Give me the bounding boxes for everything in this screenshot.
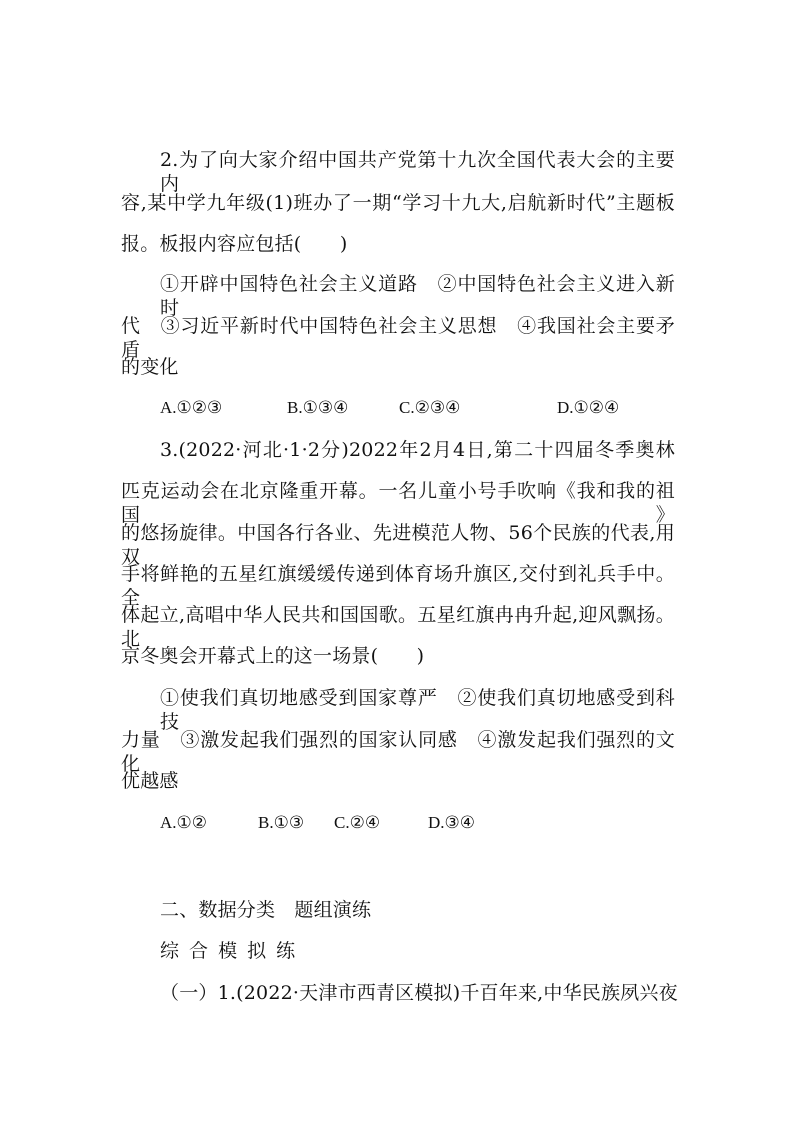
q3-line-7: ①使我们真切地感受到国家尊严 ②使我们真切地感受到科技 xyxy=(160,687,675,733)
q2-option-c: C.②③④ xyxy=(399,398,461,417)
q3-option-d: D.③④ xyxy=(428,813,476,832)
section-subheading: 综 合 模 拟 练 xyxy=(160,940,298,962)
q3-line-5: 体起立,高唱中华人民共和国国歌。五星红旗冉冉升起,迎风飘扬。北 xyxy=(121,604,675,650)
q3-option-a: A.①② xyxy=(160,813,208,832)
q3-line-2: 匹克运动会在北京隆重开幕。一名儿童小号手吹响《我和我的祖国》 xyxy=(121,480,675,526)
q2-line-1: 2.为了向大家介绍中国共产党第十九次全国代表大会的主要内 xyxy=(160,149,675,195)
q3-line-6: 京冬奥会开幕式上的这一场景( ) xyxy=(121,645,425,667)
q2-line-4: ①开辟中国特色社会主义道路 ②中国特色社会主义进入新时 xyxy=(160,273,675,319)
q2-option-a: A.①②③ xyxy=(160,398,223,417)
section-heading: 二、数据分类 题组演练 xyxy=(160,899,372,921)
q1-line-1: （一）1.(2022·天津市西青区模拟)千百年来,中华民族夙兴夜 xyxy=(160,982,678,1004)
q3-line-4: 手将鲜艳的五星红旗缓缓传递到体育场升旗区,交付到礼兵手中。全 xyxy=(121,563,675,609)
q2-line-3: 报。板报内容应包括( ) xyxy=(121,233,348,255)
q2-line-2: 容,某中学九年级(1)班办了一期“学习十九大,启航新时代”主题板 xyxy=(121,192,675,214)
q3-line-1: 3.(2022·河北·1·2分)2022年2月4日,第二十四届冬季奥林 xyxy=(160,439,675,461)
q2-line-5: 代 ③习近平新时代中国特色社会主义思想 ④我国社会主要矛盾 xyxy=(121,315,675,361)
q3-option-b: B.①③ xyxy=(258,813,305,832)
q2-option-b: B.①③④ xyxy=(287,398,349,417)
q3-line-8: 力量 ③激发起我们强烈的国家认同感 ④激发起我们强烈的文化 xyxy=(121,729,675,775)
q3-line-9: 优越感 xyxy=(121,770,179,792)
q2-option-d: D.①②④ xyxy=(557,398,620,417)
q3-line-3: 的悠扬旋律。中国各行各业、先进模范人物、56个民族的代表,用双 xyxy=(121,522,675,568)
q3-option-c: C.②④ xyxy=(334,813,381,832)
q2-line-6: 的变化 xyxy=(121,356,179,378)
